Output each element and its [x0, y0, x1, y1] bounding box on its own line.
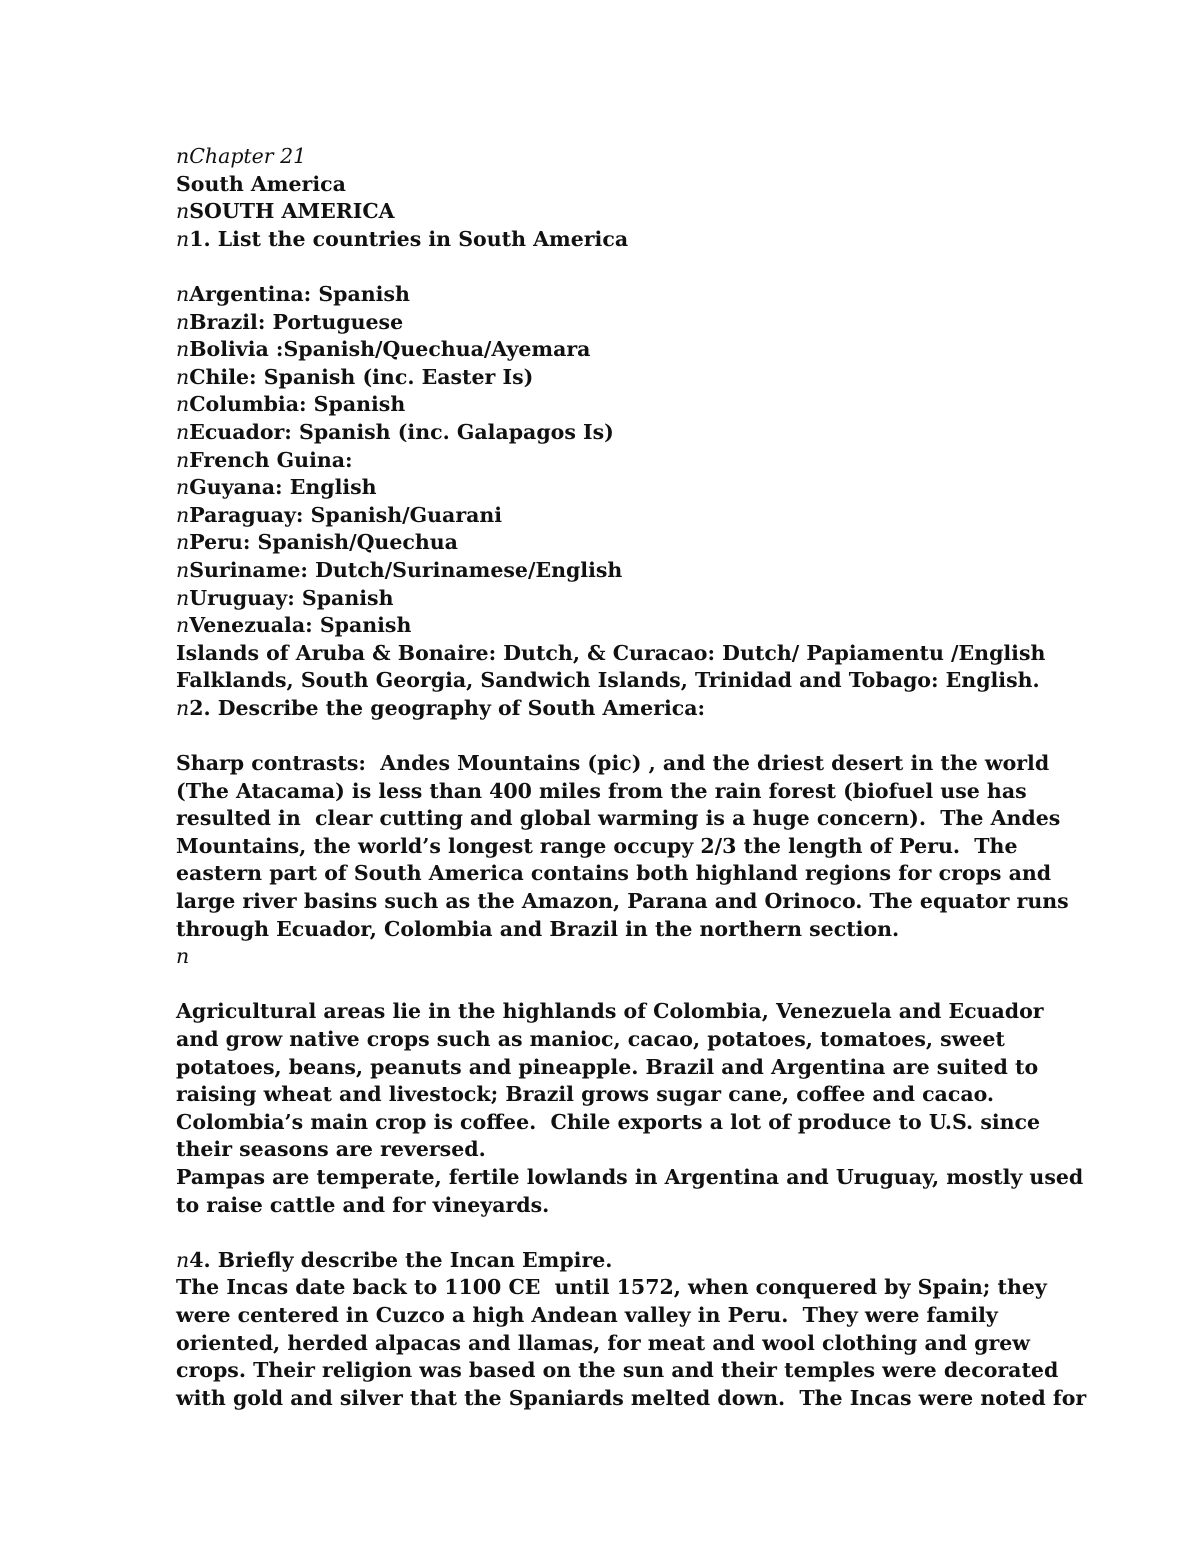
- geography-paragraph: [176, 750, 1069, 943]
- country-item: nVenezuala: Spanish: [176, 613, 412, 638]
- country-item: nUruguay: Spanish: [176, 585, 394, 610]
- question-2: n2. Describe the geography of South America:: [176, 695, 706, 720]
- document-body: [176, 143, 1087, 1412]
- paragraph-line: Pampas are temperate, fertile lowlands in Argentina and Uruguay, mostly used: [176, 1164, 1084, 1189]
- paragraph-line: eastern part of South America contains both highland regions for crops and: [176, 861, 1052, 886]
- paragraph-line: crops. Their religion was based on the sun and their temples were decorated: [176, 1358, 1059, 1383]
- paragraph-line: Agricultural areas lie in the highlands of Colombia, Venezuela and Ecuador: [176, 999, 1044, 1024]
- paragraph-line: Sharp contrasts: Andes Mountains (pic) , and the driest desert in the world: [176, 751, 1050, 776]
- country-item: nFrench Guina:: [176, 447, 353, 472]
- country-item: nEcuador: Spanish (inc. Galapagos Is): [176, 419, 614, 444]
- islands-line: Islands of Aruba & Bonaire: Dutch, & Curacao: Dutch/ Papiamentu /English: [176, 640, 1046, 665]
- spacer: [176, 971, 1036, 999]
- islands-line: Falklands, South Georgia, Sandwich Islands, Trinidad and Tobago: English.: [176, 668, 1040, 693]
- country-item: nBrazil: Portuguese: [176, 309, 404, 334]
- chapter-heading: nChapter 21: [176, 144, 307, 168]
- paragraph-line: The Incas date back to 1100 CE until 1572, when conquered by Spain; they: [176, 1275, 1047, 1300]
- country-item: nBolivia :Spanish/Quechua/Ayemara: [176, 337, 591, 362]
- paragraph-line: oriented, herded alpacas and llamas, for meat and wool clothing and grew: [176, 1330, 1030, 1355]
- question-4: n4. Briefly describe the Incan Empire.: [176, 1247, 613, 1272]
- paragraph-line: through Ecuador, Colombia and Brazil in the northern section.: [176, 916, 900, 941]
- empty-bullet-line: n: [176, 944, 190, 969]
- paragraph-line: to raise cattle and for vineyards.: [176, 1192, 550, 1217]
- title-line: South America: [176, 171, 346, 196]
- agriculture-paragraph: [176, 998, 1084, 1219]
- paragraph-line: large river basins such as the Amazon, Parana and Orinoco. The equator runs: [176, 889, 1069, 914]
- paragraph-line: (The Atacama) is less than 400 miles from the rain forest (biofuel use has: [176, 778, 1027, 803]
- paragraph-line: Mountains, the world’s longest range occupy 2/3 the length of Peru. The: [176, 833, 1018, 858]
- inca-paragraph: [176, 1274, 1087, 1412]
- spacer: [176, 1219, 1036, 1247]
- spacer: [176, 722, 1036, 750]
- paragraph-line: their seasons are reversed.: [176, 1137, 486, 1162]
- paragraph-line: resulted in clear cutting and global warming is a huge concern). The Andes: [176, 806, 1061, 831]
- country-item: nSuriname: Dutch/Surinamese/English: [176, 557, 623, 582]
- paragraph-line: with gold and silver that the Spaniards melted down. The Incas were noted for: [176, 1385, 1087, 1410]
- country-item: nChile: Spanish (inc. Easter Is): [176, 364, 534, 389]
- paragraph-line: were centered in Cuzco a high Andean valley in Peru. They were family: [176, 1302, 998, 1327]
- section-heading: nSOUTH AMERICA: [176, 199, 395, 224]
- question-1: n1. List the countries in South America: [176, 226, 629, 251]
- paragraph-line: Colombia’s main crop is coffee. Chile exports a lot of produce to U.S. since: [176, 1109, 1041, 1134]
- paragraph-line: potatoes, beans, peanuts and pineapple. Brazil and Argentina are suited to: [176, 1054, 1039, 1079]
- country-list: [176, 281, 1036, 640]
- country-item: nArgentina: Spanish: [176, 281, 410, 306]
- country-item: nGuyana: English: [176, 475, 377, 500]
- country-item: nPeru: Spanish/Quechua: [176, 530, 458, 555]
- country-item: nParaguay: Spanish/Guarani: [176, 502, 503, 527]
- country-item: nColumbia: Spanish: [176, 392, 406, 417]
- spacer: [176, 253, 1036, 281]
- paragraph-line: raising wheat and livestock; Brazil grows sugar cane, coffee and cacao.: [176, 1082, 995, 1107]
- paragraph-line: and grow native crops such as manioc, cacao, potatoes, tomatoes, sweet: [176, 1027, 1005, 1051]
